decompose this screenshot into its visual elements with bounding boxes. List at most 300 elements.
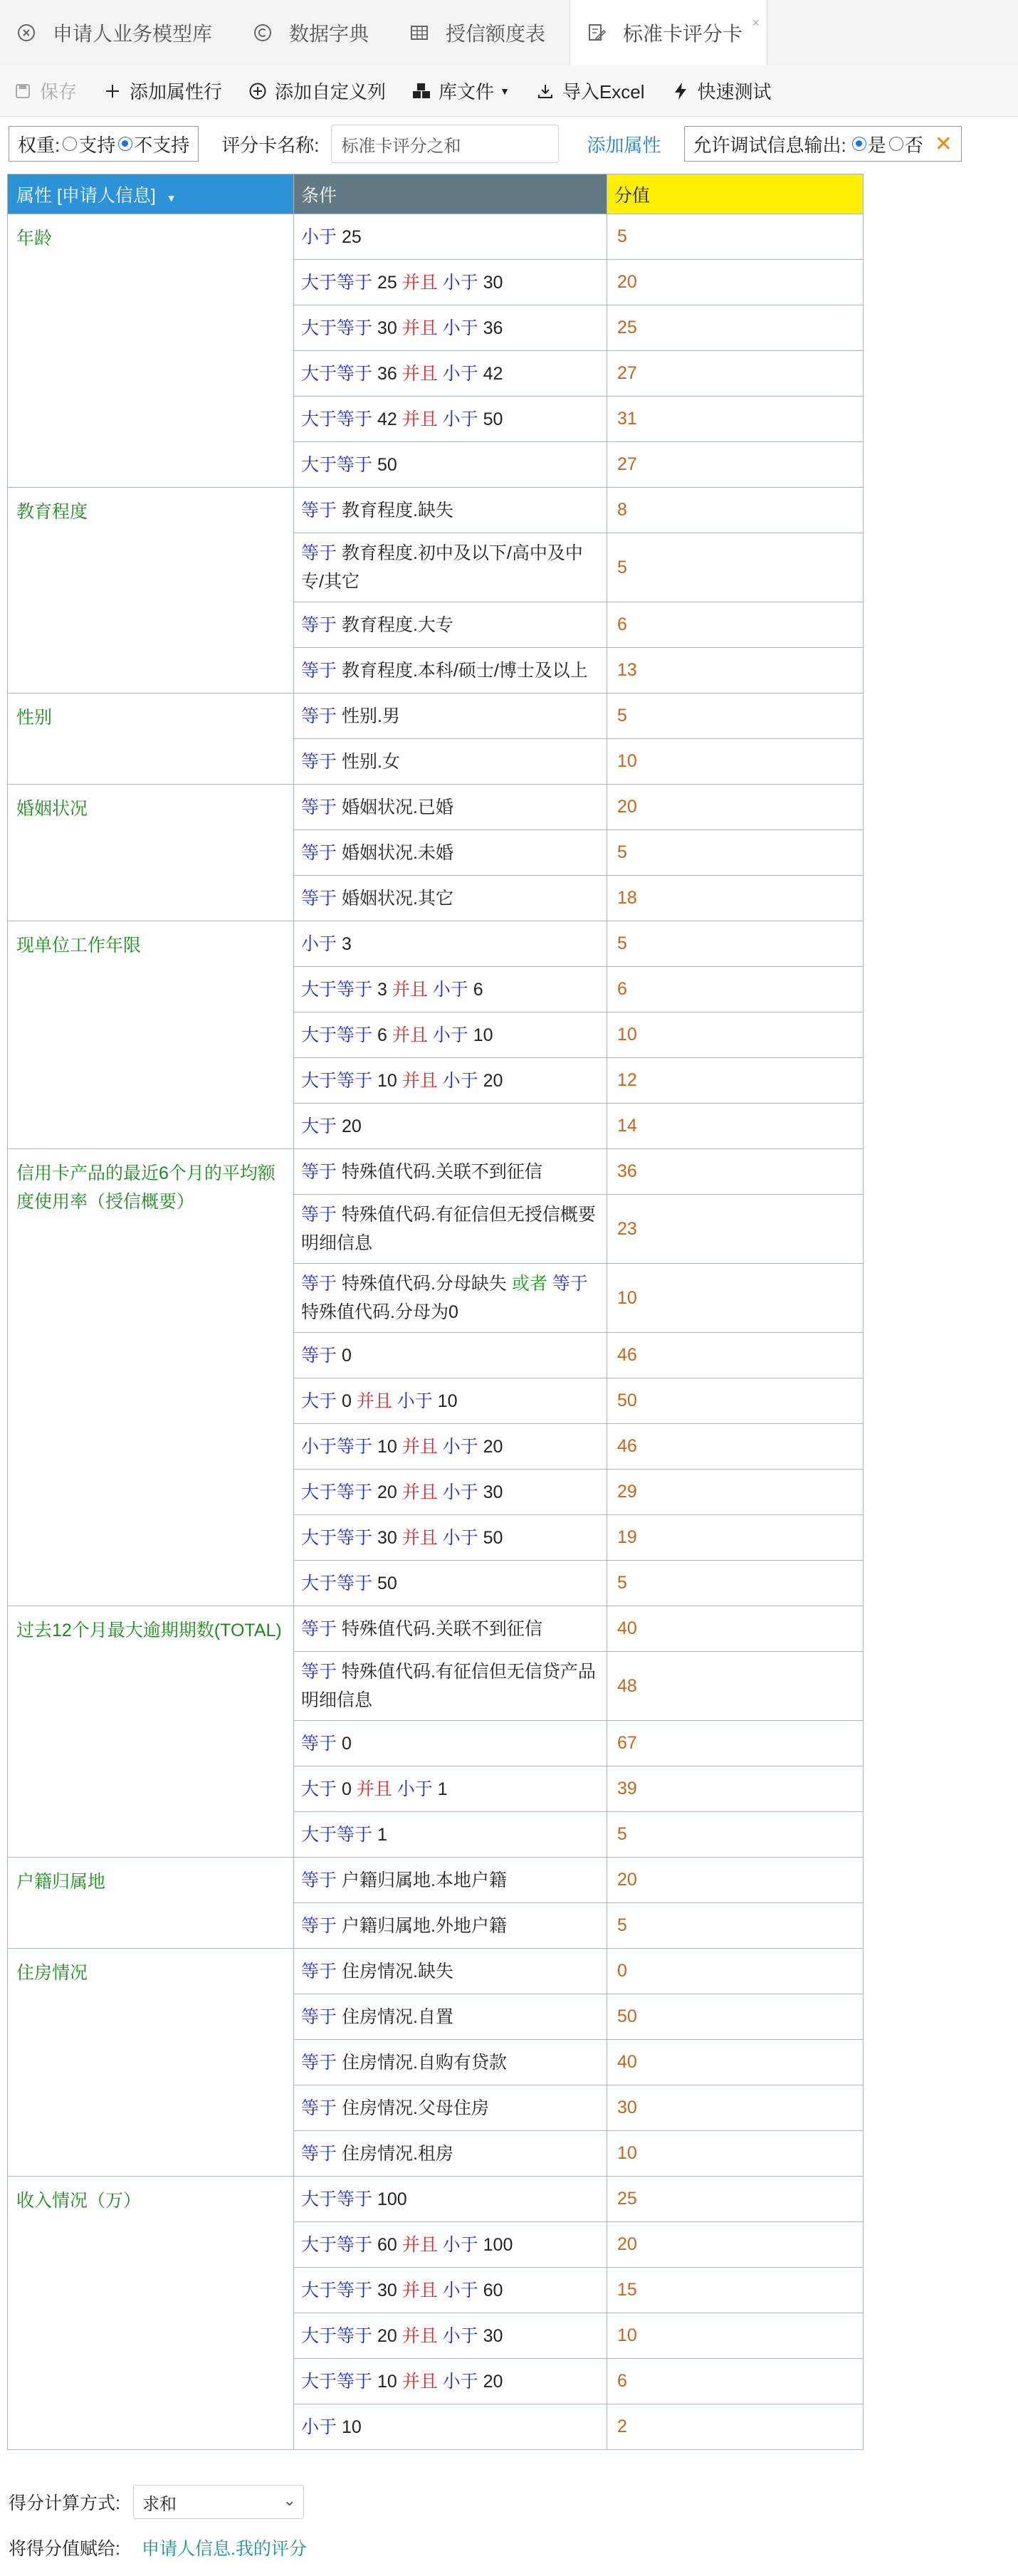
attr-cell[interactable]: 教育程度: [8, 488, 294, 693]
condition-cell[interactable]: [294, 1949, 607, 1994]
condition-operator: 并且: [356, 1779, 392, 1799]
save-button[interactable]: 保存: [13, 78, 77, 104]
condition-operator: 小于: [392, 1391, 433, 1411]
condition-cell[interactable]: [294, 2040, 607, 2085]
edit-icon: [586, 22, 607, 43]
condition-value: 3: [372, 979, 392, 1000]
condition-operator: 等于: [301, 543, 337, 563]
score-cell[interactable]: 46: [607, 1424, 864, 1470]
condition-cell[interactable]: [294, 1994, 607, 2040]
condition-value: 0: [337, 1345, 352, 1366]
condition-operator: 并且: [402, 1527, 438, 1548]
condition-operator: 小于: [301, 2417, 337, 2437]
condition-operator: 并且: [402, 318, 438, 338]
condition-cell[interactable]: [294, 1012, 607, 1058]
condition-value: 100: [478, 2234, 513, 2255]
condition-cell[interactable]: [294, 2131, 607, 2177]
condition-value: 60: [372, 2234, 402, 2255]
add-attr-link[interactable]: 添加属性: [587, 134, 661, 156]
condition-operator: 大于等于: [301, 1025, 373, 1045]
condition-operator: 并且: [402, 1070, 438, 1091]
scorecard-properties: [0, 117, 1018, 171]
caret-down-icon: ▼: [166, 192, 177, 204]
condition-operator: 小于: [301, 226, 337, 247]
condition-cell[interactable]: [294, 2313, 607, 2359]
debug-no-radio[interactable]: [889, 137, 903, 151]
condition-operator: 等于: [301, 2006, 337, 2027]
condition-operator: 小于: [437, 1527, 478, 1548]
score-cell[interactable]: 48: [607, 1652, 864, 1721]
condition-value: 30: [478, 2325, 503, 2346]
tab-label: 授信额度表: [446, 23, 546, 45]
condition-cell[interactable]: [294, 2404, 607, 2450]
condition-value: 住房情况.缺失: [337, 1961, 453, 1981]
condition-operator: 等于: [301, 1345, 337, 1366]
score-calc-row: [9, 2485, 304, 2519]
condition-value: 10: [372, 2371, 402, 2392]
condition-cell[interactable]: [294, 305, 607, 351]
score-cell[interactable]: 13: [607, 648, 864, 693]
table-row: [8, 1858, 864, 1903]
condition-value: 10: [372, 1070, 402, 1091]
condition-operator: 等于: [301, 797, 337, 817]
table-row: [8, 693, 864, 739]
cond-column-header: 条件: [294, 174, 607, 214]
condition-value: 20: [372, 2325, 402, 2346]
condition-value: 教育程度.缺失: [337, 500, 453, 520]
condition-value: 特殊值代码.有征信但无授信概要明细信息: [301, 1205, 596, 1253]
condition-operator: 大于等于: [301, 2234, 373, 2255]
attr-column-header[interactable]: 属性 [申请人信息] ▼: [8, 174, 294, 214]
table-row: [8, 1149, 864, 1195]
condition-operator: 等于: [301, 1733, 337, 1754]
condition-operator: 小于: [427, 1025, 468, 1045]
condition-operator: 小于: [437, 409, 478, 429]
condition-operator: 等于: [301, 888, 337, 909]
condition-value: 10: [372, 1436, 402, 1457]
condition-cell[interactable]: [294, 921, 607, 967]
condition-operator: 大于等于: [301, 2371, 373, 2392]
condition-value: 36: [372, 363, 402, 384]
condition-operator: 等于: [301, 1205, 337, 1225]
condition-operator: 等于: [301, 1961, 337, 1981]
toolbar: [0, 66, 1018, 117]
card-name-label: 评分卡名称:: [221, 134, 320, 156]
score-cell[interactable]: 5: [607, 830, 864, 876]
condition-value: 10: [432, 1391, 458, 1411]
condition-operator: 大于等于: [301, 363, 373, 384]
score-cell[interactable]: 6: [607, 967, 864, 1012]
condition-operator: 并且: [392, 1025, 428, 1045]
condition-cell[interactable]: [294, 1149, 607, 1195]
score-cell[interactable]: 20: [607, 2222, 864, 2268]
condition-value: 30: [478, 1482, 503, 1502]
condition-operator: 等于: [301, 706, 337, 726]
tab-applicant-model[interactable]: [0, 0, 236, 66]
condition-cell[interactable]: [294, 785, 607, 830]
condition-cell[interactable]: [294, 2085, 607, 2131]
condition-operator: 并且: [402, 2325, 438, 2346]
condition-cell[interactable]: [294, 1333, 607, 1378]
close-icon[interactable]: ✕: [934, 132, 953, 156]
attr-cell[interactable]: 年龄: [8, 214, 294, 488]
condition-operator: 等于: [301, 751, 337, 772]
score-cell[interactable]: 5: [607, 1812, 864, 1858]
condition-value: 50: [478, 409, 503, 429]
condition-cell[interactable]: [294, 876, 607, 921]
condition-operator: 小于: [437, 1482, 478, 1502]
condition-operator: 等于: [301, 2052, 337, 2073]
table-row: [8, 1606, 864, 1652]
condition-cell[interactable]: [294, 1470, 607, 1515]
condition-value: 性别.男: [337, 706, 400, 726]
score-cell[interactable]: 40: [607, 2040, 864, 2085]
debug-output-box: 允许调试信息输出: 是 否 ✕: [684, 126, 962, 162]
score-cell[interactable]: 10: [607, 1264, 864, 1333]
score-cell[interactable]: 20: [607, 785, 864, 830]
condition-value: 100: [372, 2189, 407, 2209]
condition-cell[interactable]: [294, 2222, 607, 2268]
score-cell[interactable]: 36: [607, 1149, 864, 1195]
score-cell[interactable]: 10: [607, 2313, 864, 2359]
condition-operator: 小于: [301, 933, 337, 954]
condition-value: 20: [337, 1116, 362, 1136]
condition-cell[interactable]: [294, 1515, 607, 1561]
condition-operator: 小于: [427, 979, 468, 1000]
condition-operator: 等于: [301, 1662, 337, 1682]
assign-label: 将得分值赋给:: [9, 2539, 120, 2559]
score-cell[interactable]: 46: [607, 1333, 864, 1378]
condition-cell[interactable]: [294, 739, 607, 785]
weight-support-radio[interactable]: [63, 137, 77, 151]
attr-cell[interactable]: 住房情况: [8, 1949, 294, 2177]
condition-value: 户籍归属地.外地户籍: [337, 1915, 507, 1936]
score-cell[interactable]: 10: [607, 1012, 864, 1058]
condition-operator: 并且: [402, 2280, 438, 2300]
condition-operator: 并且: [402, 2371, 438, 2392]
condition-value: 20: [478, 1436, 503, 1457]
condition-operator: 等于: [301, 614, 337, 635]
condition-operator: 小于: [437, 1070, 478, 1091]
condition-value: 6: [468, 979, 483, 1000]
condition-operator: 并且: [402, 409, 438, 429]
lib-file-dropdown[interactable]: 库文件 ▼: [411, 78, 510, 104]
condition-value: 0: [337, 1779, 357, 1799]
score-cell[interactable]: 5: [607, 1561, 864, 1606]
condition-operator: 大于等于: [301, 454, 373, 475]
condition-operator: 大于: [301, 1391, 337, 1411]
condition-operator: 并且: [392, 979, 428, 1000]
score-cell[interactable]: 40: [607, 1606, 864, 1652]
condition-value: 婚姻状况.未婚: [337, 842, 453, 863]
condition-value: 特殊值代码.分母缺失: [337, 1274, 512, 1294]
scorecard-body: [8, 214, 864, 2450]
condition-cell[interactable]: [294, 351, 607, 397]
condition-value: 0: [337, 1733, 352, 1754]
condition-operator: 大于: [301, 1116, 337, 1136]
condition-cell[interactable]: [294, 648, 607, 693]
score-cell[interactable]: 39: [607, 1766, 864, 1812]
condition-value: 教育程度.大专: [337, 614, 453, 635]
weight-box: 权重: 支持 不支持: [9, 126, 199, 162]
score-assign-row: [9, 2535, 307, 2560]
condition-value: 住房情况.租房: [337, 2143, 453, 2164]
condition-cell[interactable]: [294, 2268, 607, 2313]
condition-value: 特殊值代码.有征信但无信贷产品明细信息: [301, 1662, 596, 1710]
condition-value: 10: [337, 2417, 362, 2437]
condition-value: 50: [372, 1573, 397, 1593]
condition-cell[interactable]: [294, 442, 607, 488]
condition-operator: 小于等于: [301, 1436, 373, 1457]
condition-value: 30: [372, 1527, 402, 1548]
attr-cell[interactable]: 收入情况（万）: [8, 2177, 294, 2450]
condition-operator: 大于等于: [301, 318, 373, 338]
score-cell[interactable]: 15: [607, 2268, 864, 2313]
condition-operator: 小于: [437, 2325, 478, 2346]
condition-value: 20: [372, 1482, 402, 1502]
condition-operator: 并且: [402, 272, 438, 293]
condition-operator: 小于: [437, 363, 478, 384]
condition-operator: 大于等于: [301, 272, 373, 293]
condition-value: 1: [432, 1779, 448, 1799]
condition-value: 婚姻状况.其它: [337, 888, 453, 909]
condition-value: 36: [478, 318, 503, 338]
condition-operator: 等于: [301, 1161, 337, 1182]
score-cell[interactable]: 5: [607, 1903, 864, 1949]
calc-method-label: 得分计算方式:: [9, 2493, 120, 2513]
tab-credit-limit[interactable]: [393, 0, 570, 66]
score-cell[interactable]: 23: [607, 1195, 864, 1264]
table-row: [8, 785, 864, 830]
cubes-icon: [411, 81, 431, 101]
condition-cell[interactable]: [294, 1264, 607, 1333]
condition-operator: 大于等于: [301, 1824, 373, 1845]
score-cell[interactable]: 27: [607, 351, 864, 397]
condition-value: 性别.女: [337, 751, 400, 772]
condition-operator: 等于: [301, 842, 337, 863]
attr-cell[interactable]: 现单位工作年限: [8, 921, 294, 1149]
condition-operator: 并且: [402, 1482, 438, 1502]
condition-operator: 小于: [437, 272, 478, 293]
calc-method-select[interactable]: 求和 ⌄: [133, 2485, 304, 2519]
score-cell[interactable]: 8: [607, 488, 864, 533]
score-cell[interactable]: 25: [607, 2177, 864, 2222]
condition-operator: 大于等于: [301, 2325, 373, 2346]
tab-data-dictionary[interactable]: [236, 0, 393, 66]
download-icon: [535, 81, 555, 101]
score-cell[interactable]: 10: [607, 739, 864, 785]
score-cell[interactable]: 5: [607, 533, 864, 602]
condition-operator: 并且: [356, 1391, 392, 1411]
score-cell[interactable]: 67: [607, 1721, 864, 1766]
score-cell[interactable]: 20: [607, 260, 864, 305]
condition-value: 6: [372, 1025, 392, 1045]
condition-cell[interactable]: [294, 1721, 607, 1766]
condition-cell[interactable]: [294, 1195, 607, 1264]
condition-cell[interactable]: [294, 1766, 607, 1812]
condition-value: 25: [372, 272, 402, 293]
condition-operator: 并且: [402, 363, 438, 384]
score-cell[interactable]: 19: [607, 1515, 864, 1561]
condition-value: 1: [372, 1824, 387, 1845]
condition-cell[interactable]: [294, 1378, 607, 1424]
add-attr-row-button[interactable]: 添加属性行: [103, 78, 222, 104]
attr-cell[interactable]: 信用卡产品的最近6个月的平均额度使用率（授信概要）: [8, 1149, 294, 1606]
score-cell[interactable]: 6: [607, 2359, 864, 2404]
tab-bar: [0, 0, 1018, 66]
score-cell[interactable]: 5: [607, 921, 864, 967]
condition-operator: 或者: [511, 1274, 547, 1294]
debug-yes-radio[interactable]: [852, 137, 866, 151]
condition-cell[interactable]: [294, 488, 607, 533]
caret-down-icon: ▼: [500, 85, 510, 97]
condition-value: 住房情况.父母住房: [337, 2098, 489, 2118]
condition-operator: 小于: [392, 1779, 433, 1799]
condition-operator: 大于等于: [301, 1527, 373, 1548]
score-cell[interactable]: 2: [607, 2404, 864, 2450]
condition-value: 0: [337, 1391, 357, 1411]
score-cell[interactable]: 20: [607, 1858, 864, 1903]
condition-value: 20: [478, 1070, 503, 1091]
condition-value: 30: [372, 318, 402, 338]
import-excel-button[interactable]: 导入Excel: [535, 78, 645, 104]
condition-cell[interactable]: [294, 1561, 607, 1606]
condition-operator: 等于: [547, 1274, 588, 1294]
score-cell[interactable]: 50: [607, 1378, 864, 1424]
condition-operator: 等于: [301, 1618, 337, 1639]
condition-operator: 等于: [301, 1274, 337, 1294]
tab-label: 申请人业务模型库: [53, 23, 213, 45]
condition-cell[interactable]: [294, 1606, 607, 1652]
condition-value: 10: [468, 1025, 493, 1045]
condition-value: 30: [478, 272, 503, 293]
condition-operator: 小于: [437, 1436, 478, 1457]
condition-operator: 大于: [301, 1779, 337, 1799]
condition-operator: 小于: [437, 2280, 478, 2300]
condition-cell[interactable]: [294, 1424, 607, 1470]
condition-cell[interactable]: [294, 397, 607, 442]
tab-standard-scorecard[interactable]: [570, 0, 767, 66]
score-cell[interactable]: 31: [607, 397, 864, 442]
condition-cell[interactable]: [294, 1104, 607, 1149]
attr-cell[interactable]: 性别: [8, 693, 294, 785]
condition-value: 3: [337, 933, 352, 954]
table-row: [8, 214, 864, 260]
condition-value: 特殊值代码.关联不到征信: [337, 1161, 542, 1182]
condition-value: 42: [372, 409, 402, 429]
card-name-input[interactable]: [331, 125, 559, 163]
condition-operator: 等于: [301, 1915, 337, 1936]
condition-value: 住房情况.自置: [337, 2006, 453, 2027]
condition-value: 教育程度.初中及以下/高中及中专/其它: [301, 543, 583, 592]
condition-value: 教育程度.本科/硕士/博士及以上: [337, 660, 588, 681]
quick-test-button[interactable]: 快速测试: [671, 78, 772, 104]
condition-operator: 大于等于: [301, 1573, 373, 1593]
add-custom-col-button[interactable]: 添加自定义列: [248, 78, 386, 104]
score-cell[interactable]: 30: [607, 2085, 864, 2131]
weight-not-support-radio[interactable]: [118, 137, 132, 151]
table-row: [8, 921, 864, 967]
condition-value: 50: [478, 1527, 503, 1548]
attr-cell[interactable]: 过去12个月最大逾期期数(TOTAL): [8, 1606, 294, 1858]
score-cell[interactable]: 5: [607, 693, 864, 739]
condition-cell[interactable]: [294, 602, 607, 648]
attr-cell[interactable]: 婚姻状况: [8, 785, 294, 921]
condition-operator: 大于等于: [301, 1070, 373, 1091]
condition-operator: 大于等于: [301, 2280, 373, 2300]
condition-operator: 大于等于: [301, 979, 373, 1000]
condition-cell[interactable]: [294, 1812, 607, 1858]
condition-operator: 大于等于: [301, 2189, 373, 2209]
bolt-icon: [671, 81, 691, 101]
score-cell[interactable]: 18: [607, 876, 864, 921]
condition-value: 50: [372, 454, 397, 475]
score-cell[interactable]: 0: [607, 1949, 864, 1994]
condition-operator: 等于: [301, 660, 337, 681]
condition-operator: 等于: [301, 1870, 337, 1890]
condition-cell[interactable]: [294, 1652, 607, 1721]
condition-value: 特殊值代码.关联不到征信: [337, 1618, 542, 1639]
condition-cell[interactable]: [294, 533, 607, 602]
plus-circle-icon: [248, 81, 268, 101]
table-row: [8, 2177, 864, 2222]
condition-value: 特殊值代码.分母为0: [301, 1302, 458, 1322]
condition-operator: 等于: [301, 2098, 337, 2118]
assign-target-link[interactable]: 申请人信息.我的评分: [141, 2539, 307, 2559]
condition-value: 户籍归属地.本地户籍: [337, 1870, 507, 1890]
condition-value: 60: [478, 2280, 503, 2300]
score-cell[interactable]: 27: [607, 442, 864, 488]
tab-label: 标准卡评分卡: [623, 23, 743, 45]
condition-operator: 并且: [402, 1436, 438, 1457]
condition-value: 30: [372, 2280, 402, 2300]
attr-cell[interactable]: 户籍归属地: [8, 1858, 294, 1949]
condition-value: 20: [478, 2371, 503, 2392]
condition-cell[interactable]: [294, 1903, 607, 1949]
condition-cell[interactable]: [294, 1058, 607, 1104]
condition-operator: 大于等于: [301, 1482, 373, 1502]
condition-value: 25: [337, 226, 362, 247]
score-cell[interactable]: 29: [607, 1470, 864, 1515]
close-icon[interactable]: ×: [752, 16, 760, 30]
condition-cell[interactable]: [294, 830, 607, 876]
condition-operator: 小于: [437, 318, 478, 338]
condition-value: 婚姻状况.已婚: [337, 797, 453, 817]
condition-cell[interactable]: [294, 2359, 607, 2404]
chevron-down-icon: ⌄: [283, 2491, 296, 2509]
condition-cell[interactable]: [294, 2177, 607, 2222]
condition-cell[interactable]: [294, 693, 607, 739]
condition-cell[interactable]: [294, 967, 607, 1012]
condition-value: 42: [478, 363, 503, 384]
score-cell[interactable]: 14: [607, 1104, 864, 1149]
condition-operator: 大于等于: [301, 409, 373, 429]
save-icon: [13, 81, 33, 101]
tab-label: 数据字典: [289, 23, 369, 45]
plus-icon: [103, 81, 122, 101]
table-row: [8, 488, 864, 533]
score-cell[interactable]: 25: [607, 305, 864, 351]
condition-cell[interactable]: [294, 1858, 607, 1903]
score-cell[interactable]: 50: [607, 1994, 864, 2040]
score-column-header: 分值: [607, 174, 864, 214]
score-cell[interactable]: 6: [607, 602, 864, 648]
score-cell[interactable]: 5: [607, 214, 864, 260]
condition-cell[interactable]: [294, 260, 607, 305]
score-cell[interactable]: 10: [607, 2131, 864, 2177]
score-cell[interactable]: 12: [607, 1058, 864, 1104]
condition-cell[interactable]: [294, 214, 607, 260]
